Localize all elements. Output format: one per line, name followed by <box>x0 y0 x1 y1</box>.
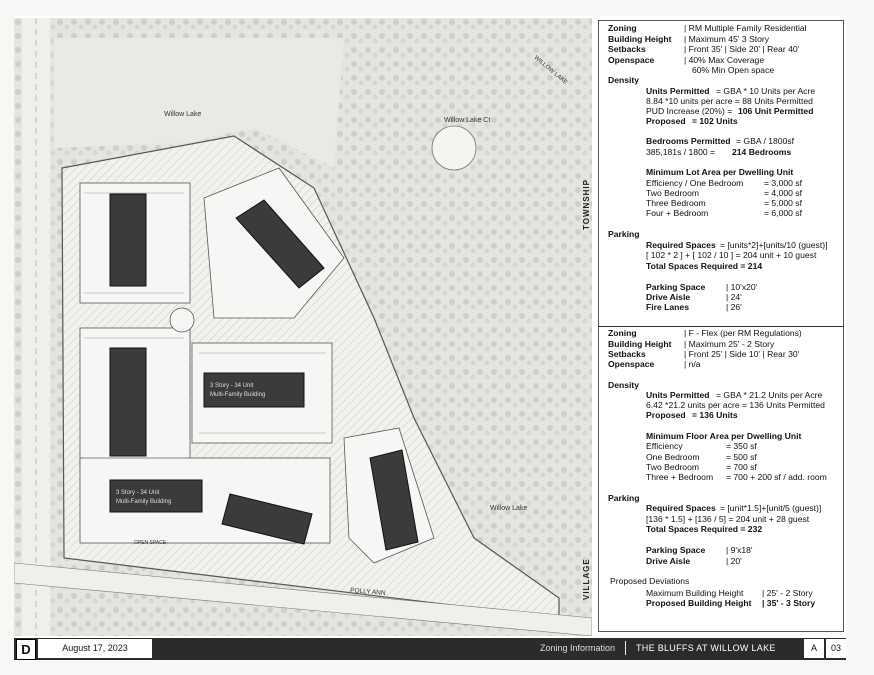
village-label: VILLAGE <box>582 558 591 600</box>
rm-lot-type-1: Efficiency / One Bedroom <box>646 178 744 188</box>
flex-openspace-label: Openspace <box>608 359 655 369</box>
rm-zoning-label: Zoning <box>608 23 637 33</box>
rm-required-value: = [units*2]+[units/10 (guest)] <box>720 240 828 250</box>
township-label: TOWNSHIP <box>582 179 591 230</box>
flex-required-label: Required Spaces <box>646 503 716 513</box>
building-4-label-2: Multi-Family Building <box>116 499 172 505</box>
label-willow-lake-bottom: Willow Lake <box>490 505 528 512</box>
building-3-label-2: Multi-Family Building <box>210 392 266 398</box>
rm-units-permitted-label: Units Permitted <box>646 86 710 96</box>
rm-lot-area-1: = 3,000 sf <box>764 178 802 188</box>
rm-units-calc: 8.84 *10 units per acre = 88 Units Permitted <box>646 96 813 106</box>
rm-height-label: Building Height <box>608 34 672 44</box>
rm-space-label: Parking Space <box>646 282 706 292</box>
project-name: THE BLUFFS AT WILLOW LAKE <box>636 643 776 653</box>
building-2 <box>110 348 146 456</box>
rm-proposed-value: = 102 Units <box>692 116 738 126</box>
flex-proposed-label: Proposed <box>646 410 686 420</box>
flex-zoning-value: | F - Flex (per RM Regulations) <box>684 328 802 338</box>
rm-lot-type-3: Three Bedroom <box>646 198 706 208</box>
rm-height-value: | Maximum 45' 3 Story <box>684 34 770 44</box>
flex-units-permitted-label: Units Permitted <box>646 390 710 400</box>
flex-dev-value-1: | 25' - 2 Story <box>762 588 813 598</box>
rm-fire-label: Fire Lanes <box>646 302 689 312</box>
flex-height-value: | Maximum 25' - 2 Story <box>684 339 775 349</box>
rm-openspace-value: | 40% Max Coverage <box>684 55 765 65</box>
flex-floor-type-4: Three + Bedroom <box>646 472 714 482</box>
page-number: 03 <box>826 639 846 658</box>
flex-aisle-label: Drive Aisle <box>646 556 691 566</box>
rm-bedrooms-calc-value: 214 Bedrooms <box>732 147 792 157</box>
revision-letter: A <box>804 639 824 658</box>
label-willow-lake-ct: Willow Lake Ct <box>444 117 491 124</box>
rm-bedrooms-label: Bedrooms Permitted <box>646 136 731 146</box>
rm-required-calc: [ 102 * 2 ] + [ 102 / 10 ] = 204 unit + 10 guest <box>646 250 817 260</box>
rm-units-permitted-value: = GBA * 10 Units per Acre <box>716 86 816 96</box>
flex-dev-value-2: | 35' - 3 Story <box>762 598 816 608</box>
rm-zoning-value: | RM Multiple Family Residential <box>684 23 807 33</box>
building-4 <box>110 480 202 512</box>
rm-density-label: Density <box>608 75 640 85</box>
rm-lot-type-2: Two Bedroom <box>646 188 700 198</box>
building-1 <box>110 194 146 286</box>
site-plan <box>14 18 592 636</box>
panel-divider <box>598 326 844 327</box>
flex-floor-area-1: = 350 sf <box>726 441 757 451</box>
rm-pud-value: 106 Unit Permitted <box>738 106 814 116</box>
rm-lot-area-4: = 6,000 sf <box>764 208 802 218</box>
rm-openspace-label: Openspace <box>608 55 655 65</box>
rm-setbacks-value: | Front 35' | Side 20' | Rear 40' <box>684 44 800 54</box>
rm-lot-area-3: = 5,000 sf <box>764 198 802 208</box>
label-willow-lake-top: Willow Lake <box>164 111 202 118</box>
flex-height-label: Building Height <box>608 339 672 349</box>
flex-dev-label-2: Proposed Building Height <box>646 598 752 608</box>
rm-lot-area-2: = 4,000 sf <box>764 188 802 198</box>
sheet-letter: D <box>16 639 36 660</box>
flex-dev-label-1: Maximum Building Height <box>646 588 744 598</box>
rm-openspace-value-2: 60% Min Open space <box>692 65 775 75</box>
flex-space-value: | 9'x18' <box>726 545 753 555</box>
flex-units-calc: 6.42 *21.2 units per acre = 136 Units Permitted <box>646 400 825 410</box>
flex-floor-type-2: One Bedroom <box>646 452 700 462</box>
rm-bedrooms-value: = GBA / 1800sf <box>736 136 795 146</box>
rm-proposed-label: Proposed <box>646 116 686 126</box>
flex-floor-area-4: = 700 + 200 sf / add. room <box>726 472 827 482</box>
flex-zoning-label: Zoning <box>608 328 637 338</box>
rm-fire-value: | 26' <box>726 302 742 312</box>
cul-de-sac <box>432 126 476 170</box>
flex-floor-area-3: = 700 sf <box>726 462 757 472</box>
rm-aisle-label: Drive Aisle <box>646 292 691 302</box>
rm-bedrooms-calc: 385,181s / 1800 = <box>646 147 716 157</box>
flex-min-floor-label: Minimum Floor Area per Dwelling Unit <box>646 431 802 441</box>
rm-space-value: | 10'x20' <box>726 282 758 292</box>
flex-parking-label: Parking <box>608 493 640 503</box>
rm-pud-text: PUD Increase (20%) = <box>646 106 733 116</box>
flex-setbacks-label: Setbacks <box>608 349 646 359</box>
building-3-label-1: 3 Story - 34 Unit <box>210 383 254 389</box>
flex-space-label: Parking Space <box>646 545 706 555</box>
flex-setbacks-value: | Front 25' | Side 10' | Rear 30' <box>684 349 800 359</box>
title-separator <box>625 641 626 655</box>
flex-floor-area-2: = 500 sf <box>726 452 757 462</box>
flex-units-permitted-value: = GBA * 21.2 Units per Acre <box>716 390 823 400</box>
flex-deviations-label: Proposed Deviations <box>610 576 690 586</box>
building-4-label-1: 3 Story - 34 Unit <box>116 490 160 496</box>
rm-parking-label: Parking <box>608 229 640 239</box>
sheet-date: August 17, 2023 <box>38 639 152 658</box>
flex-density-label: Density <box>608 380 640 390</box>
rm-total-label: Total Spaces Required = 214 <box>646 261 763 271</box>
flex-openspace-value: | n/a <box>684 359 701 369</box>
flex-floor-type-1: Efficiency <box>646 441 683 451</box>
roundabout <box>170 308 194 332</box>
rm-setbacks-label: Setbacks <box>608 44 646 54</box>
flex-proposed-value: = 136 Units <box>692 410 738 420</box>
label-willow-lake-road: WILLOW LAKE <box>532 54 569 87</box>
flex-required-value: = [unit*1.5]+[unit/5 (guest)] <box>720 503 822 513</box>
rm-min-lot-label: Minimum Lot Area per Dwelling Unit <box>646 167 794 177</box>
label-polly-ann: POLLY ANN <box>349 587 386 598</box>
label-open-space: OPEN SPACE <box>134 540 167 546</box>
building-3 <box>204 373 304 407</box>
sheet-title: Zoning Information <box>540 643 616 653</box>
rm-lot-type-4: Four + Bedroom <box>646 208 709 218</box>
flex-aisle-value: | 20' <box>726 556 742 566</box>
rm-required-label: Required Spaces <box>646 240 716 250</box>
rm-aisle-value: | 24' <box>726 292 742 302</box>
flex-required-calc: [136 * 1.5] + [136 / 5] = 204 unit + 28 guest <box>646 514 810 524</box>
flex-floor-type-3: Two Bedroom <box>646 462 700 472</box>
flex-total-label: Total Spaces Required = 232 <box>646 524 763 534</box>
